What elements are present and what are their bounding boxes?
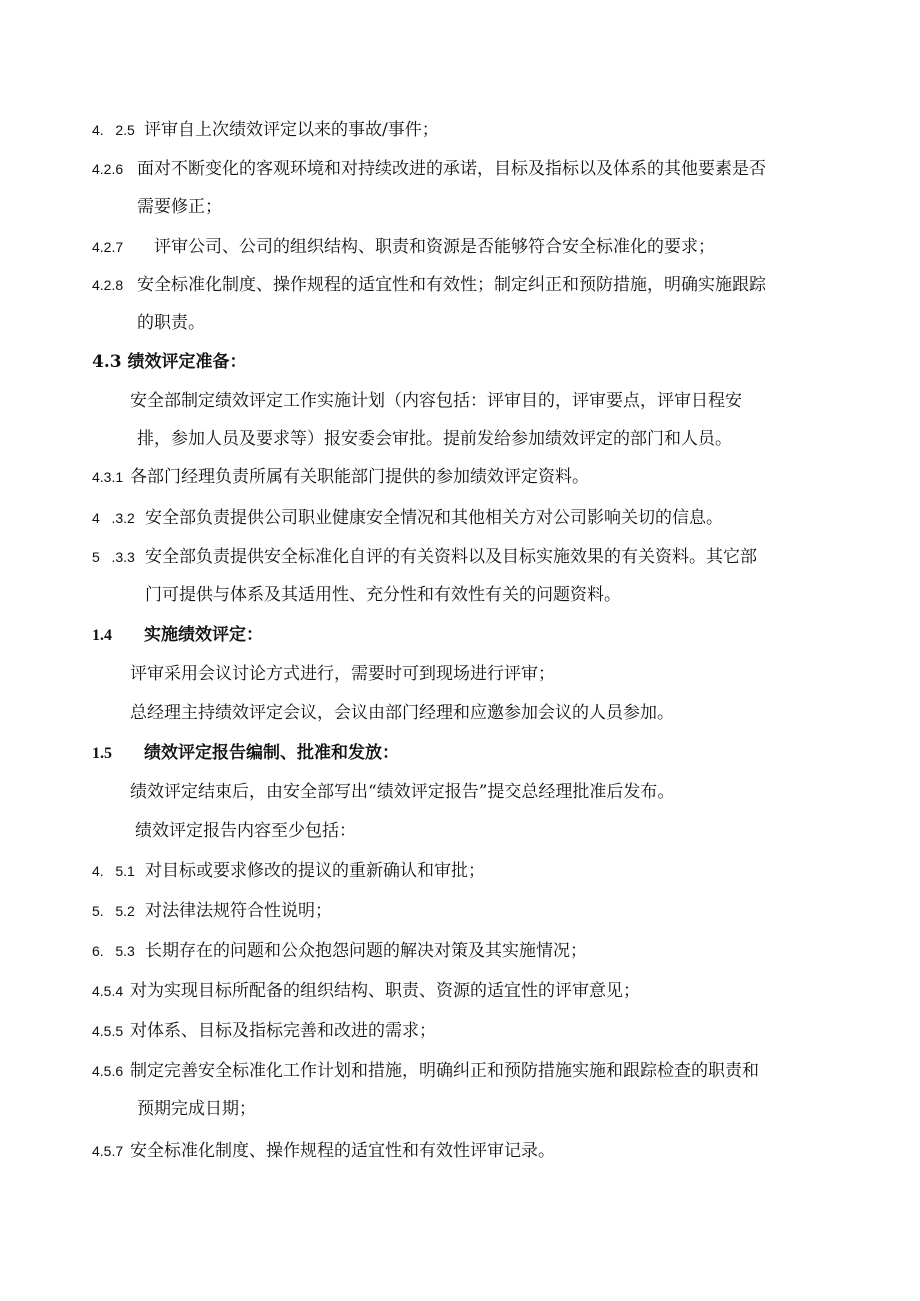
item-text: 安全部负责提供安全标准化自评的有关资料以及目标实施效果的有关资料。其它部 [145,547,757,567]
item-text: 对法律法规符合性说明； [145,901,332,921]
section-heading [92,624,263,647]
item-number: 4. 5.1 [92,863,135,879]
item-text: 安全部负责提供公司职业健康安全情况和其他相关方对公司影响关切的信息。 [145,508,723,528]
paragraph: 总经理主持绩效评定会议，会议由部门经理和应邀参加会议的人员参加。 [130,703,674,723]
list-item [92,1140,555,1162]
item-continuation: 需要修正； [137,197,222,217]
list-item [92,546,757,568]
section-title: 实施绩效评定： [144,625,263,645]
list-item [92,158,766,180]
item-number: 6. 5.3 [92,943,135,959]
item-number: 5 .3.3 [92,549,135,565]
section-heading: 4.3 绩效评定准备： [92,352,247,372]
section-heading [92,742,399,765]
item-text: 安全标准化制度、操作规程的适宜性和有效性评审记录。 [130,1141,555,1161]
list-item [92,1060,759,1082]
item-text: 对目标或要求修改的提议的重新确认和审批； [145,861,485,881]
item-number: 4 .3.2 [92,510,135,526]
item-text: 评审公司、公司的组织结构、职责和资源是否能够符合安全标准化的要求； [154,237,715,257]
list-item [92,980,640,1002]
list-item [92,466,589,488]
item-number: 4.5.7 [92,1143,124,1159]
item-number: 4.2.8 [92,277,124,293]
paragraph: 绩效评定报告内容至少包括： [135,821,356,841]
item-text: 对为实现目标所配备的组织结构、职责、资源的适宜性的评审意见； [130,981,640,1001]
section-title: 绩效评定报告编制、批准和发放： [144,743,399,763]
list-item [92,1020,436,1042]
item-number: 5. 5.2 [92,903,135,919]
item-number: 4.5.6 [92,1063,124,1079]
list-item [92,274,766,296]
item-text: 各部门经理负责所属有关职能部门提供的参加绩效评定资料。 [130,467,589,487]
item-text: 制定完善安全标准化工作计划和措施，明确纠正和预防措施实施和跟踪检查的职责和 [130,1061,759,1081]
item-text: 安全标准化制度、操作规程的适宜性和有效性；制定纠正和预防措施，明确实施跟踪 [137,275,766,295]
list-item [92,119,439,141]
paragraph: 绩效评定结束后，由安全部写出“绩效评定报告”提交总经理批准后发布。 [130,782,675,802]
list-item [92,507,723,529]
item-text: 评审自上次绩效评定以来的事故/事件； [144,120,439,140]
item-text: 长期存在的问题和公众抱怨问题的解决对策及其实施情况； [145,941,587,961]
item-number: 4.5.5 [92,1023,124,1039]
paragraph: 评审采用会议讨论方式进行，需要时可到现场进行评审； [130,664,555,684]
item-text: 对体系、目标及指标完善和改进的需求； [130,1021,436,1041]
item-continuation: 的职责。 [137,313,205,333]
paragraph: 安全部制定绩效评定工作实施计划（内容包括：评审目的，评审要点，评审日程安 [130,391,742,411]
item-continuation: 预期完成日期； [137,1099,256,1119]
item-number: 4.5.4 [92,983,124,999]
list-item [92,236,715,258]
item-continuation: 门可提供与体系及其适用性、充分性和有效性有关的问题资料。 [145,585,621,605]
list-item [92,860,485,882]
paragraph-continuation: 排，参加人员及要求等）报安委会审批。提前发给参加绩效评定的部门和人员。 [137,429,732,449]
item-number: 4.2.7 [92,239,124,255]
item-number: 4.2.6 [92,161,124,177]
list-item [92,940,587,962]
list-item [92,900,332,922]
item-number: 4.3.1 [92,469,124,485]
section-number: 1.4 [92,627,112,644]
item-text: 面对不断变化的客观环境和对持续改进的承诺，目标及指标以及体系的其他要素是否 [137,159,766,179]
section-number: 1.5 [92,745,112,762]
item-number: 4. 2.5 [92,122,135,138]
